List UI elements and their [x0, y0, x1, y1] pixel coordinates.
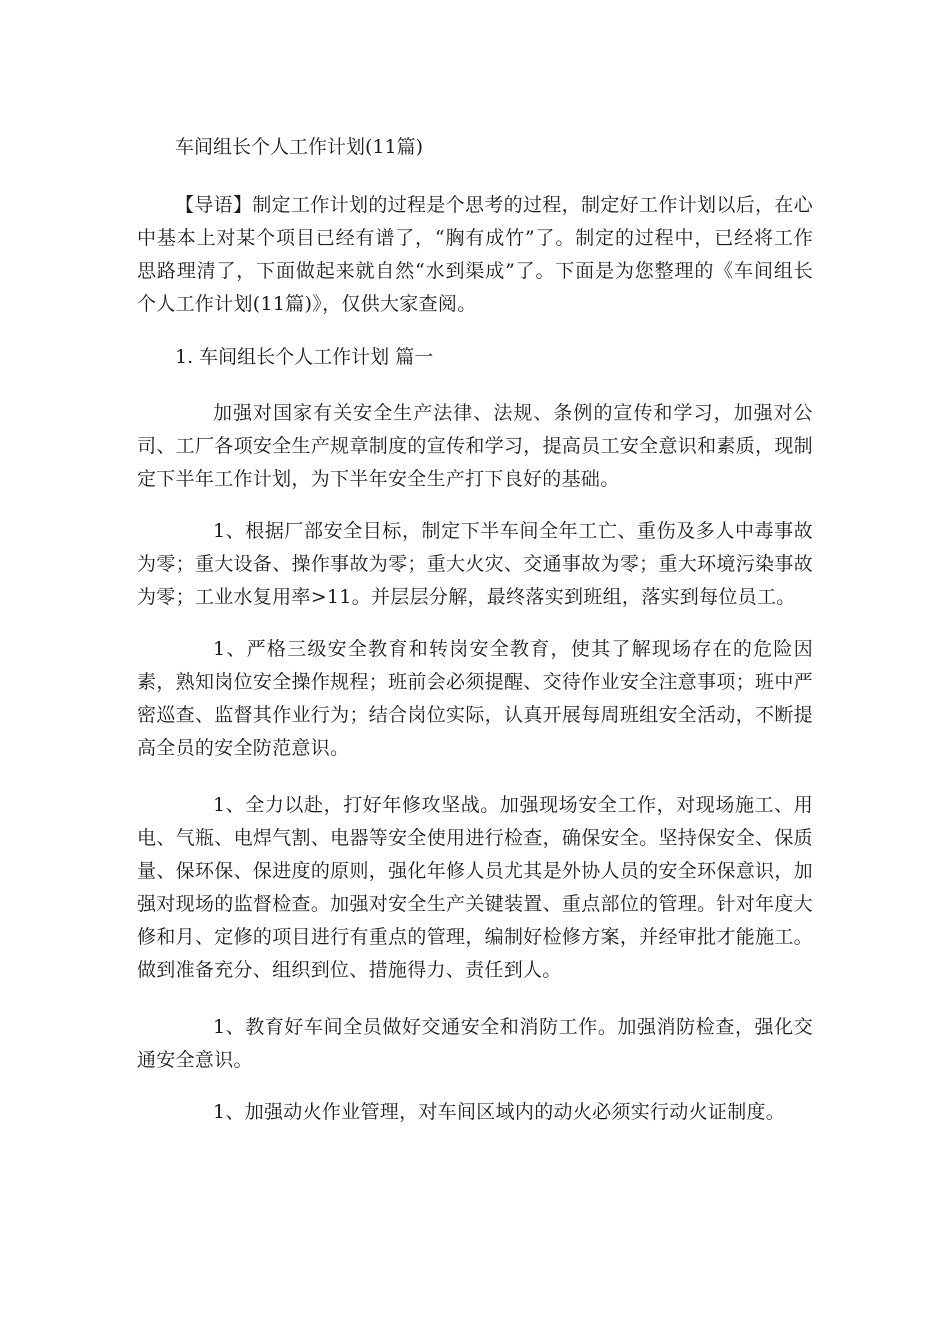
body-paragraph: 1、教育好车间全员做好交通安全和消防工作。加强消防检查，强化交通安全意识。	[137, 1016, 813, 1071]
body-paragraph: 1、严格三级安全教育和转岗安全教育，使其了解现场存在的危险因素，熟知岗位安全操作规程；班前会必须提醒、交待作业安全注意事项；班中严密巡查、监督其作业行为；结合岗位实际，认真开展每周班组安全活动，不断提高全员的安全防范意识。	[137, 638, 813, 759]
body-paragraph: 加强对国家有关安全生产法律、法规、条例的宣传和学习，加强对公司、工厂各项安全生产规章制度的宣传和学习，提高员工安全意识和素质，现制定下半年工作计划，为下半年安全生产打下良好的基础。	[137, 402, 813, 490]
body-paragraph: 1、加强动火作业管理，对车间区域内的动火必须实行动火证制度。	[213, 1101, 786, 1123]
section-title: 1. 车间组长个人工作计划 篇一	[175, 346, 434, 368]
body-paragraph: 1、全力以赴，打好年修攻坚战。加强现场安全工作，对现场施工、用电、气瓶、电焊气割、电器等安全使用进行检查，确保安全。坚持保安全、保质量、保环保、保进度的原则，强化年修人员尤其是外协人员的安全环保意识，加强对现场的监督检查。加强对安全生产关键装置、重点部位的管理。针对年度大修和月、定修的项目进行有重点的管理，编制好检修方案，并经审批才能施工。做到准备充分、组织到位、措施得力、责任到人。	[137, 794, 813, 981]
intro-paragraph: 【导语】制定工作计划的过程是个思考的过程，制定好工作计划以后，在心中基本上对某个项目已经有谱了，“胸有成竹”了。制定的过程中，已经将工作思路理清了，下面做起来就自然“水到渠成”了。下面是为您整理的《车间组长个人工作计划(11篇)》，仅供大家查阅。	[137, 194, 813, 315]
body-paragraph: 1、根据厂部安全目标，制定下半车间全年工亡、重伤及多人中毒事故为零；重大设备、操作事故为零；重大火灾、交通事故为零；重大环境污染事故为零；工业水复用率>11。并层层分解，最终落实到班组，落实到每位员工。	[137, 520, 813, 608]
document-title: 车间组长个人工作计划(11篇)	[175, 136, 424, 158]
